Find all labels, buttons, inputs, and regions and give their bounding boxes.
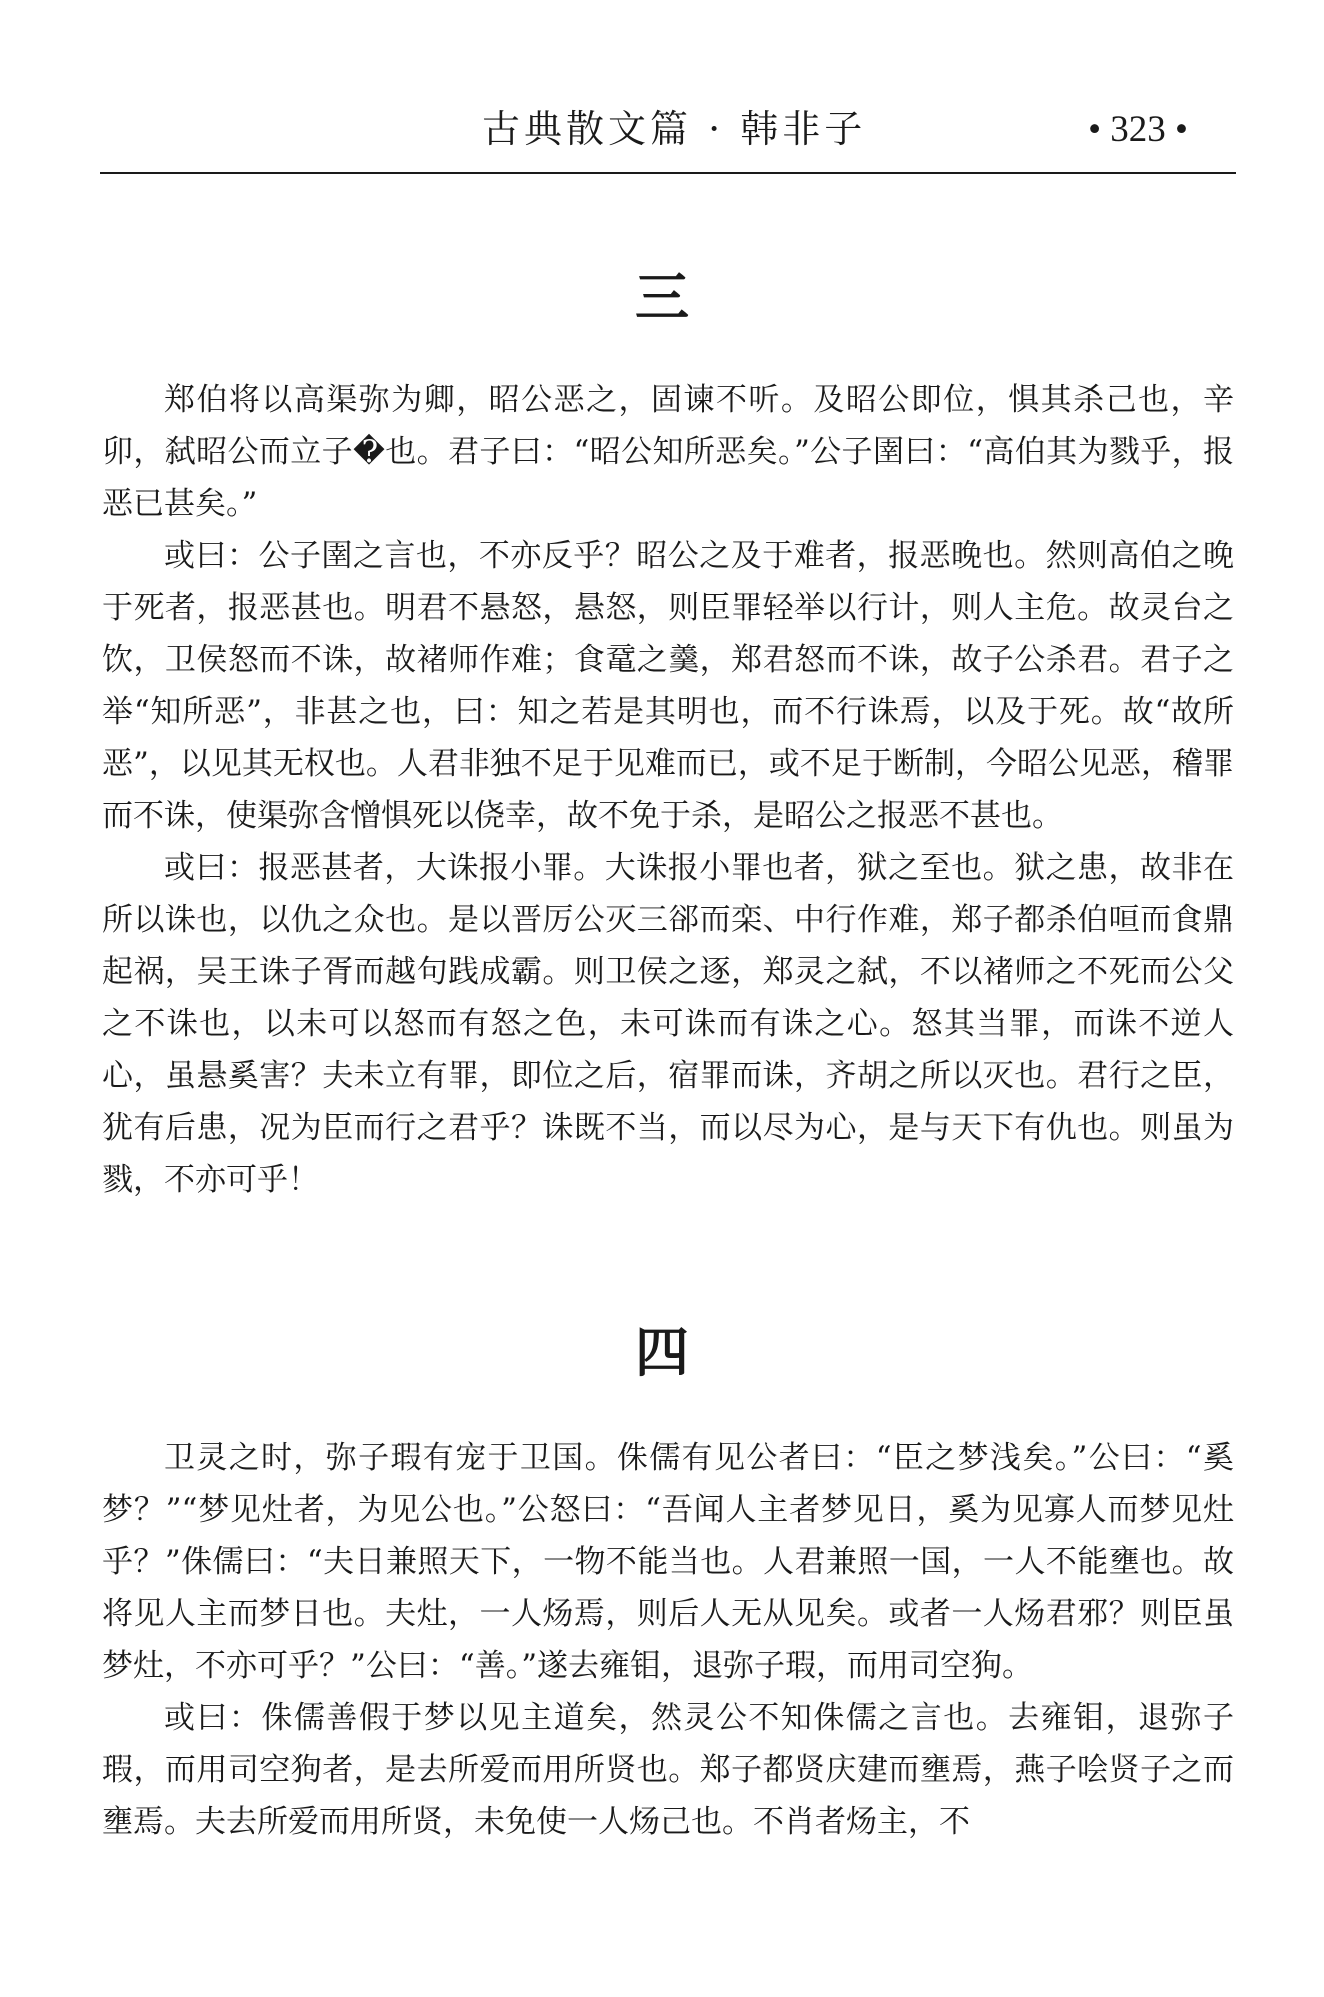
section-4-body — [102, 1432, 1234, 1848]
running-header-title: 古典散文篇 · 韩非子 — [482, 107, 867, 151]
paragraph: 郑伯将以高渠弥为卿，昭公恶之，固谏不听。及昭公即位，惧其杀己也，辛卯，弑昭公而立子�也。君子曰：“昭公知所恶矣。”公子圉曰：“高伯其为戮乎，报恶已甚矣。” — [102, 382, 1234, 522]
paragraph: 卫灵之时，弥子瑕有宠于卫国。侏儒有见公者曰：“臣之梦浅矣。”公曰：“奚梦？”“梦见灶者，为见公也。”公怒曰：“吾闻人主者梦见日，奚为见寡人而梦见灶乎？”侏儒曰：“夫日兼照天下，一物不能当也。人君兼照一国，一人不能壅也。故将见人主而梦日也。夫灶，一人炀焉，则后人无从见矣。或者一人炀君邪？则臣虽梦灶，不亦可乎？”公曰：“善。”遂去雍钼，退弥子瑕，而用司空狗。 — [102, 1440, 1234, 1684]
section-3-body — [102, 374, 1234, 1206]
paragraph: 或曰：报恶甚者，大诛报小罪。大诛报小罪也者，狱之至也。狱之患，故非在所以诛也，以仇之众也。是以晋厉公灭三郤而栾、中行作难，郑子都杀伯咺而食鼎起祸，吴王诛子胥而越句践成霸。则卫侯之逐，郑灵之弑，不以褚师之不死而公父之不诛也，以未可以怒而有怒之色，未可诛而有诛之心。怒其当罪，而诛不逆人心，虽悬奚害？夫未立有罪，即位之后，宿罪而诛，齐胡之所以灭也。君行之臣，犹有后患，况为臣而行之君乎？诛既不当，而以尽为心，是与天下有仇也。则虽为戮，不亦可乎！ — [102, 850, 1234, 1198]
page-number: • 323 • — [1088, 109, 1188, 150]
running-header — [100, 100, 1236, 174]
section-heading-4: 四 — [635, 1320, 689, 1384]
paragraph: 或曰：公子圉之言也，不亦反乎？昭公之及于难者，报恶晚也。然则高伯之晚于死者，报恶甚也。明君不悬怒，悬怒，则臣罪轻举以行计，则人主危。故灵台之饮，卫侯怒而不诛，故褚师作难；食鼋之羹，郑君怒而不诛，故子公杀君。君子之举“知所恶”，非甚之也，曰：知之若是其明也，而不行诛焉，以及于死。故“故所恶”，以见其无权也。人君非独不足于见难而已，或不足于断制，今昭公见恶，稽罪而不诛，使渠弥含憎惧死以侥幸，故不免于杀，是昭公之报恶不甚也。 — [102, 538, 1234, 834]
section-heading-3: 三 — [635, 265, 689, 329]
paragraph: 或曰：侏儒善假于梦以见主道矣，然灵公不知侏儒之言也。去雍钼，退弥子瑕，而用司空狗者，是去所爱而用所贤也。郑子都贤庆建而壅焉，燕子哙贤子之而壅焉。夫去所爱而用所贤，未免使一人炀己也。不肖者炀主，不 — [102, 1700, 1234, 1840]
